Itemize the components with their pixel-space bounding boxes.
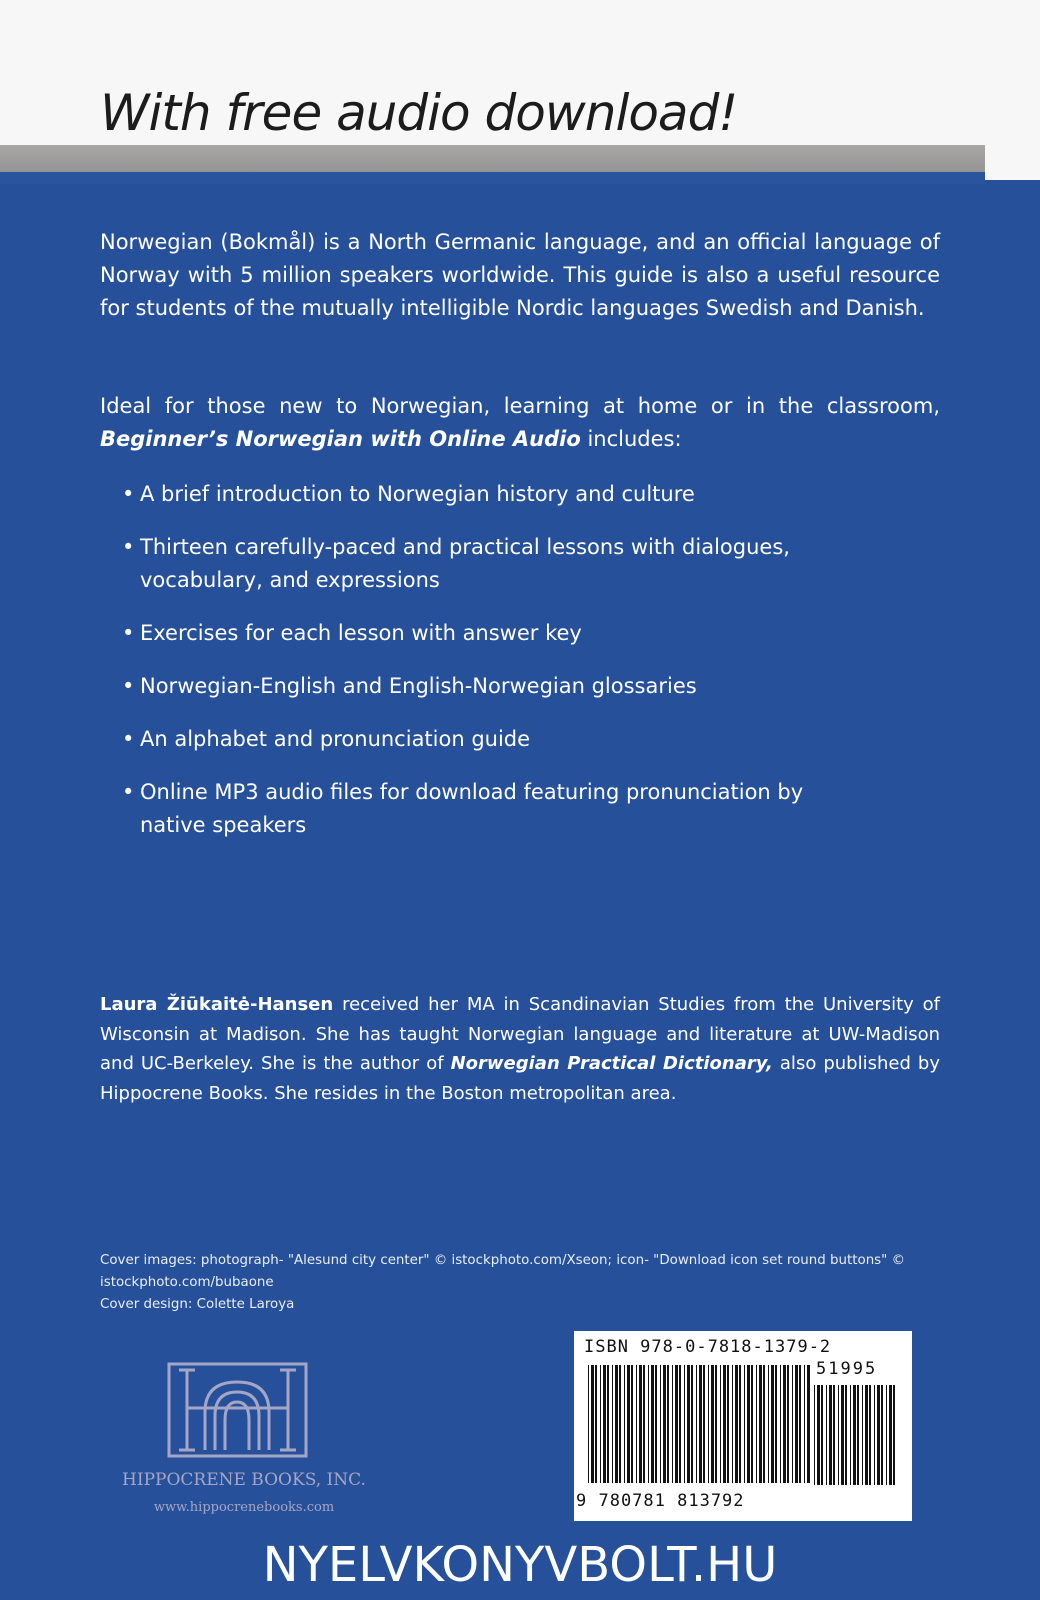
- ean-digits: 9 780781 813792: [576, 1491, 745, 1511]
- watermark: NYELVKONYVBOLT.HU: [262, 1537, 778, 1593]
- feature-item: • An alphabet and pronunciation guide: [122, 723, 862, 756]
- author-bio-text-1: received her MA in Scandinavian Studies from the University of Wisconsin at Madison. She has taught Norwegian language and literature at UW-Madison and UC-Berkeley. She is the author of: [100, 994, 940, 1074]
- image-credits: Cover images: photograph- "Alesund city center" © istockphoto.com/Xseon; icon- "Download icon set round buttons" © istockphoto.com/bubaone: [100, 1253, 905, 1290]
- cover-credits: [100, 1250, 940, 1316]
- headline: With free audio download!: [100, 84, 738, 142]
- author-name: Laura Žiūkaitė-Hansen: [100, 994, 334, 1015]
- isbn-text: ISBN 978-0-7818-1379-2: [584, 1337, 832, 1357]
- blue-strip: [0, 172, 985, 184]
- feature-item: • Exercises for each lesson with answer key: [122, 617, 862, 650]
- feature-item: • A brief introduction to Norwegian history and culture: [122, 478, 862, 511]
- description-paragraph-2: [100, 390, 940, 456]
- book-title: Beginner’s Norwegian with Online Audio: [100, 427, 581, 451]
- author-bio-text-2: also published by Hippocrene Books. She resides in the Boston metropolitan area.: [100, 1053, 940, 1104]
- paragraph-2-lead: Ideal for those new to Norwegian, learning at home or in the classroom,: [100, 394, 940, 418]
- author-bio: [100, 990, 940, 1108]
- publisher-url: www.hippocrenebooks.com: [153, 1500, 335, 1515]
- feature-item: • Norwegian-English and English-Norwegian glossaries: [122, 670, 862, 703]
- paragraph-2-tail: includes:: [587, 427, 682, 451]
- price-barcode-icon: [814, 1385, 902, 1485]
- hippocrene-logo-icon: [165, 1360, 310, 1460]
- description-paragraph-1: Norwegian (Bokmål) is a North Germanic language, and an official language of Norway with 5 million speakers worldwide. This guide is also a useful resource for students of the mutually intelligible Nordic languages Swedish and Danish.: [100, 230, 940, 320]
- feature-item: • Online MP3 audio files for download featuring pronunciation by native speakers: [122, 776, 862, 842]
- price-code: 51995: [816, 1359, 878, 1379]
- barcode-box: [574, 1331, 912, 1521]
- feature-list: [122, 478, 862, 862]
- feature-item: • Thirteen carefully-paced and practical lessons with dialogues, vocabulary, and expressions: [122, 531, 862, 597]
- design-credits: Cover design: Colette Laroya: [100, 1297, 295, 1312]
- ean-barcode-icon: [588, 1365, 818, 1483]
- author-book-title: Norwegian Practical Dictionary,: [450, 1053, 773, 1074]
- publisher-name: HIPPOCRENE BOOKS, INC.: [122, 1470, 366, 1490]
